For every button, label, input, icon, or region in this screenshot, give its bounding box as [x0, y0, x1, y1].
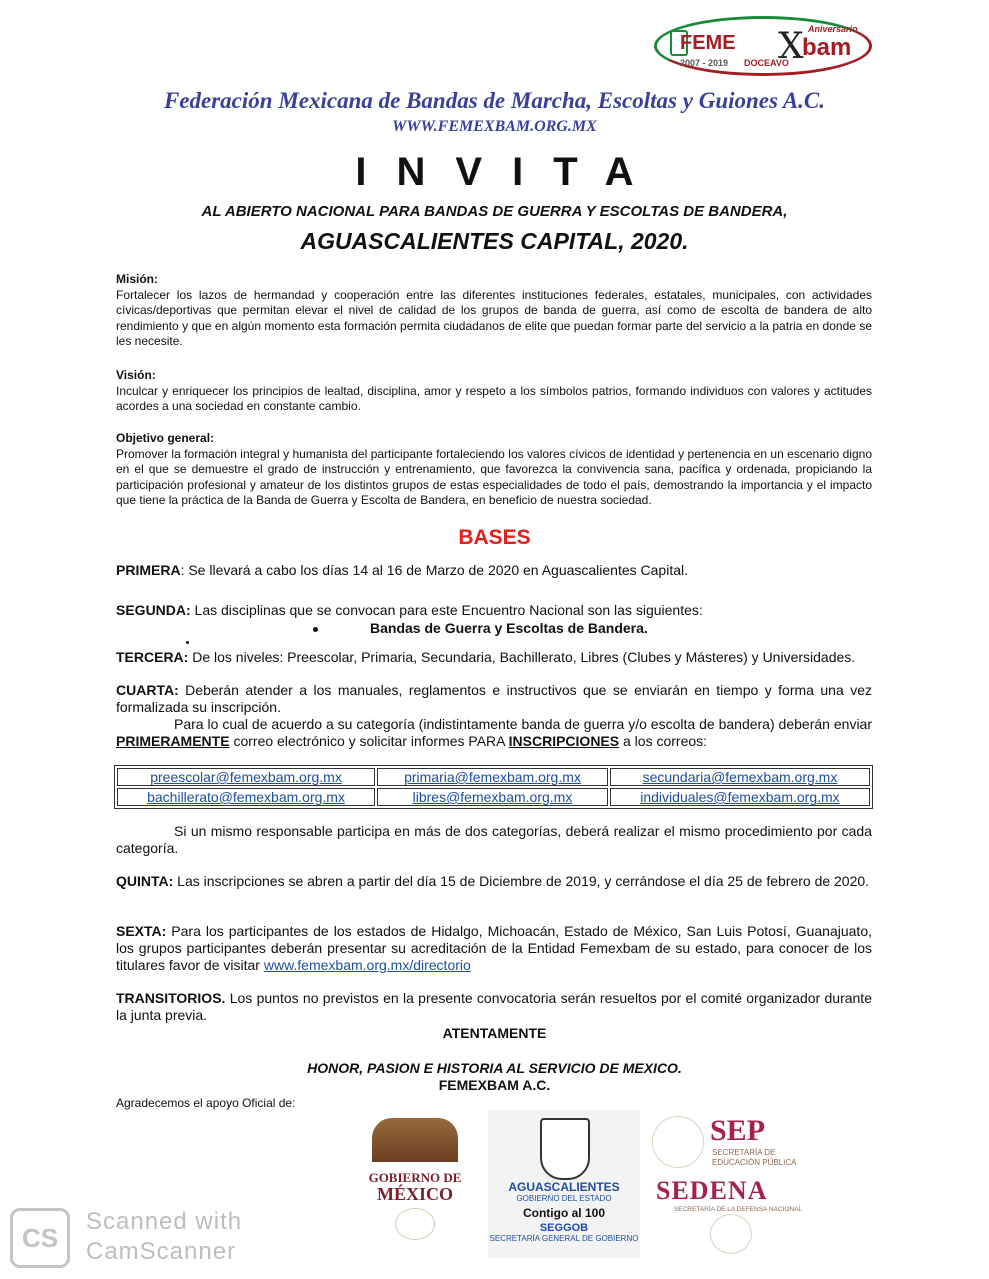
table-cell: [377, 788, 608, 806]
segunda-bullet-text: Bandas de Guerra y Escoltas de Bandera.: [370, 620, 648, 636]
vision-text: Inculcar y enriquecer los principios de lealtad, disciplina, amor y respeto a los símbolos patrios, formando individuos con valores y actitudes acordes a una sociedad en constante cambio.: [116, 383, 872, 413]
logo-feme-text: FEME: [680, 32, 736, 54]
ags-line4: SEGGOB: [539, 1222, 589, 1234]
atentamente-text: ATENTAMENTE: [442, 1025, 547, 1041]
aguascalientes-logo: [488, 1110, 640, 1258]
sedena-name: SEDENA: [656, 1176, 768, 1205]
vision-heading: Visión:: [116, 368, 156, 382]
email-link[interactable]: individuales@femexbam.org.mx: [640, 789, 840, 805]
directorio-link[interactable]: www.femexbam.org.mx/directorio: [263, 957, 471, 973]
ags-line1: AGUASCALIENTES: [508, 1180, 620, 1194]
table-cell: [610, 768, 870, 786]
logo-years-text: 2007 - 2019: [680, 58, 729, 68]
national-seal-icon: [395, 1208, 435, 1240]
sep-subtitle: SECRETARÍA DE EDUCACIÓN PÚBLICA: [712, 1148, 797, 1167]
email-link[interactable]: bachillerato@femexbam.org.mx: [147, 789, 345, 805]
gobierno-de-mexico-logo: [350, 1118, 480, 1238]
sep-name: SEP: [710, 1114, 766, 1147]
table-row: [117, 788, 870, 806]
bases-title: BASES: [458, 526, 531, 549]
mision-section: [116, 272, 872, 350]
primera-text: : Se llevará a cabo los días 14 al 16 de Marzo de 2020 en Aguascalientes Capital.: [180, 562, 689, 578]
vision-section: [116, 368, 872, 415]
mismo-responsable-paragraph: Si un mismo responsable participa en más de dos categorías, deberá realizar el mismo procedimiento por cada categoría.: [116, 823, 872, 856]
stray-dot: [186, 641, 189, 644]
ags-line2: GOBIERNO DEL ESTADO: [516, 1194, 612, 1203]
tercera-paragraph: [116, 649, 872, 666]
invita-title: INVITA: [355, 150, 664, 194]
cuarta-paragraph-2: [116, 716, 872, 750]
quinta-paragraph: [116, 873, 872, 890]
table-cell: [610, 788, 870, 806]
eagle-seal-icon: [652, 1116, 704, 1168]
logo-aniversario-text: Aniversario: [808, 24, 858, 34]
transitorios-label: TRANSITORIOS.: [116, 990, 226, 1006]
primera-label: PRIMERA: [116, 562, 181, 578]
logo-doceavo-text: DOCEAVO: [744, 58, 789, 68]
quinta-text: Las inscripciones se abren a partir del día 15 de Diciembre de 2019, y cerrándose el día 25 de febrero de 2020.: [173, 873, 870, 889]
primera-paragraph: [116, 562, 872, 579]
objetivo-text: Promover la formación integral y humanista del participante fortaleciendo los valores cívicos de identidad y pertenencia en un escenario digno en el que se demuestre el grado de instrucción y entrenamiento, que favorezca la convivencia sana, pacífica y ordenada, propiciando la participación profesional y amateur de los distintos grupos de estas especialidades de todo el país, demostrando la importancia y el impacto que tiene la práctica de la Banda de Guerra y Escolta de Bandera, en beneficio de nuestra sociedad.: [116, 446, 872, 507]
email-link[interactable]: libres@femexbam.org.mx: [412, 789, 573, 805]
table-row: [117, 768, 870, 786]
quinta-label: QUINTA:: [116, 873, 174, 889]
org-signature: FEMEXBAM A.C.: [438, 1077, 551, 1093]
transitorios-text: Los puntos no previstos en la presente convocatoria serán resueltos por el comité organizador durante la junta previa.: [116, 990, 872, 1023]
cuarta-p2-text-c: a los correos:: [619, 733, 708, 749]
email-link[interactable]: preescolar@femexbam.org.mx: [150, 769, 342, 785]
website-url: WWW.FEMEXBAM.ORG.MX: [392, 118, 597, 135]
transitorios-paragraph: [116, 990, 872, 1024]
camscanner-badge-icon: CS: [10, 1208, 70, 1268]
objetivo-heading: Objetivo general:: [116, 431, 215, 445]
agradecemos-text: Agradecemos el apoyo Oficial de:: [116, 1096, 296, 1110]
ags-line3: Contigo al 100: [522, 1206, 605, 1220]
segunda-label: SEGUNDA:: [116, 602, 191, 618]
watermark-line1: Scanned with: [86, 1208, 243, 1235]
gobierno-line1: GOBIERNO DE: [368, 1170, 462, 1185]
federation-name: Federación Mexicana de Bandas de Marcha, Escoltas y Guiones A.C.: [163, 88, 826, 113]
primeramente-emphasis: PRIMERAMENTE: [116, 733, 230, 749]
cuarta-label: CUARTA:: [116, 682, 179, 698]
logo-bam-text: bam: [802, 34, 852, 61]
gobierno-line2: MÉXICO: [377, 1184, 453, 1204]
state-shield-icon: [540, 1118, 590, 1180]
segunda-text: Las disciplinas que se convocan para este Encuentro Nacional son las siguientes:: [190, 602, 703, 618]
femexbam-logo: [650, 12, 872, 78]
cuarta-p2-text-b: correo electrónico y solicitar informes PARA: [229, 733, 509, 749]
ags-line5: SECRETARÍA GENERAL DE GOBIERNO: [489, 1234, 639, 1243]
sexta-paragraph: [116, 923, 872, 974]
motto-text: HONOR, PASION E HISTORIA AL SERVICIO DE MEXICO.: [307, 1060, 682, 1076]
sexta-text: Para los participantes de los estados de Hidalgo, Michoacán, Estado de México, San Luis Potosí, Guanajuato, los grupos participantes deberán presentar su acreditación de la Entidad Femexbam de su estado, para conocer de los titulares favor de visitar: [116, 923, 872, 973]
segunda-bullet: [313, 620, 648, 636]
cuarta-p2-text-a: Para lo cual de acuerdo a su categoría (indistintamente banda de guerra y/o escolta de bandera) deberán enviar: [174, 716, 872, 732]
tercera-text: De los niveles: Preescolar, Primaria, Secundaria, Bachillerato, Libres (Clubes y Másteres) y Universidades.: [188, 649, 856, 665]
inscripciones-emphasis: INSCRIPCIONES: [508, 733, 620, 749]
cuarta-text: Deberán atender a los manuales, reglamentos e instructivos que se enviarán en tiempo y forma una vez formalizada su inscripción.: [116, 682, 872, 715]
table-cell: [117, 788, 375, 806]
table-cell: [377, 768, 608, 786]
mision-heading: Misión:: [116, 272, 158, 286]
objetivo-section: [116, 431, 872, 509]
bullet-dot-icon: [313, 627, 318, 632]
email-link[interactable]: primaria@femexbam.org.mx: [404, 769, 581, 785]
mision-text: Fortalecer los lazos de hermandad y cooperación entre las diferentes instituciones federales, estatales, municipales, con actividades cívicas/deportivas que permitan elevar el nivel de calidad de los grupos de banda de guerra, así como de escolta de bandera de alto rendimiento y que en algún momento esta formación permita ciudadanos de elite que puedan formar parte del servicio a la patria en donde se les necesite.: [116, 287, 872, 348]
sep-logo: [648, 1114, 828, 1174]
sedena-logo: [648, 1176, 828, 1256]
logo-x-text: X: [778, 26, 804, 67]
sexta-label: SEXTA:: [116, 923, 167, 939]
tercera-label: TERCERA:: [116, 649, 189, 665]
emails-table: [114, 765, 873, 809]
email-link[interactable]: secundaria@femexbam.org.mx: [642, 769, 838, 785]
cuarta-paragraph: [116, 682, 872, 716]
watermark-line2: CamScanner: [86, 1238, 237, 1265]
sedena-subtitle: SECRETARÍA DE LA DEFENSA NACIONAL: [673, 1206, 803, 1213]
heroes-figures-icon: [372, 1118, 458, 1162]
table-cell: [117, 768, 375, 786]
sedena-seal-icon: [710, 1214, 752, 1254]
segunda-paragraph: [116, 602, 872, 619]
event-subtitle: AL ABIERTO NACIONAL PARA BANDAS DE GUERRA Y ESCOLTAS DE BANDERA,: [201, 203, 788, 220]
event-location-title: AGUASCALIENTES CAPITAL, 2020.: [300, 228, 689, 254]
